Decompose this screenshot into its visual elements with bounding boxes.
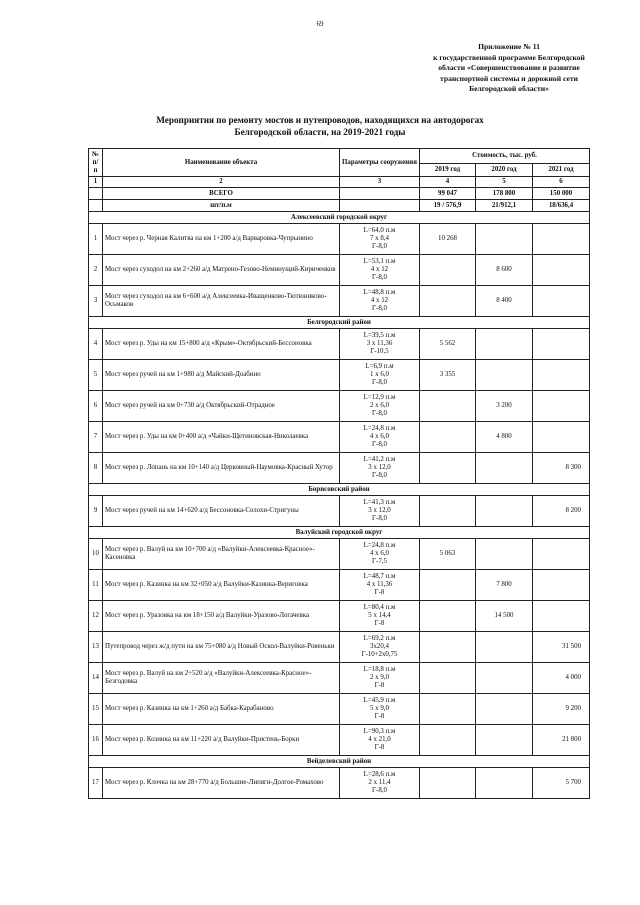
structure-params xyxy=(340,453,420,484)
header-2021: 2021 год xyxy=(533,164,590,177)
param-line: 5 х 14,4 xyxy=(368,612,391,619)
table-row xyxy=(89,360,590,391)
units-2019: 19 / 576,9 xyxy=(420,200,476,212)
cost-2020: 4 800 xyxy=(476,422,533,453)
param-line: L=24,8 п.м xyxy=(363,542,396,549)
col-number: 5 xyxy=(476,177,533,188)
appendix-line: к государственной программе Белгородской xyxy=(433,52,585,62)
district-name: Валуйский городской округ xyxy=(89,527,590,539)
total-2021: 150 000 xyxy=(533,188,590,200)
structure-params xyxy=(340,329,420,360)
row-number: 6 xyxy=(89,391,103,422)
param-line: L=80,4 п.м xyxy=(363,604,396,611)
table-row xyxy=(89,422,590,453)
param-line: L=90,3 п.м xyxy=(363,728,396,735)
param-line: L=24,8 п.м xyxy=(363,425,396,432)
table-row xyxy=(89,286,590,317)
cost-2021: 21 800 xyxy=(533,725,590,756)
param-line: Г-8,0 xyxy=(372,274,387,281)
param-line: Г-10+2х0,75 xyxy=(361,651,398,658)
structure-params xyxy=(340,224,420,255)
cost-2020 xyxy=(476,496,533,527)
param-line: 2 х 9,0 xyxy=(370,674,389,681)
param-line: Г-8,0 xyxy=(372,472,387,479)
object-name: Мост через суходол на км 6+600 а/д Алексеевка-Иващенково-Тютюниково-Осьмаков xyxy=(103,286,340,317)
row-number: 14 xyxy=(89,663,103,694)
table-row xyxy=(89,601,590,632)
param-line: L=45,9 п.м xyxy=(363,697,396,704)
cost-2020: 8 600 xyxy=(476,255,533,286)
table-row xyxy=(89,391,590,422)
cost-2020 xyxy=(476,224,533,255)
cost-2020: 3 200 xyxy=(476,391,533,422)
param-line: Г-8 xyxy=(374,713,385,720)
header-num: № п/п xyxy=(89,149,103,177)
param-line: 4 х 6,0 xyxy=(370,433,389,440)
table-row xyxy=(89,255,590,286)
cost-2021: 4 000 xyxy=(533,663,590,694)
cost-2020 xyxy=(476,360,533,391)
cost-2020 xyxy=(476,725,533,756)
structure-params xyxy=(340,601,420,632)
cost-2019 xyxy=(420,286,476,317)
table-row xyxy=(89,453,590,484)
cost-2021 xyxy=(533,391,590,422)
cost-2019 xyxy=(420,496,476,527)
cost-2019 xyxy=(420,453,476,484)
param-line: L=64,0 п.м xyxy=(363,227,396,234)
row-number: 4 xyxy=(89,329,103,360)
table-row xyxy=(89,329,590,360)
page-number: 69 xyxy=(316,20,324,28)
header-name: Наименование объекта xyxy=(103,149,340,177)
param-line: 4 х 6,0 xyxy=(370,550,389,557)
cost-2019 xyxy=(420,725,476,756)
row-number: 16 xyxy=(89,725,103,756)
district-name: Вейделевский район xyxy=(89,756,590,768)
structure-params xyxy=(340,768,420,799)
header-params: Параметры сооружения xyxy=(340,149,420,177)
table-row xyxy=(89,663,590,694)
cost-2019 xyxy=(420,570,476,601)
param-line: Г-7,5 xyxy=(372,558,387,565)
units-2021: 18/636,4 xyxy=(533,200,590,212)
param-line: 4 х 12 xyxy=(370,297,389,304)
district-row xyxy=(89,527,590,539)
param-line: L=6,9 п.м xyxy=(365,363,394,370)
cost-2019 xyxy=(420,391,476,422)
cost-2019 xyxy=(420,694,476,725)
param-line: 4 х 21,0 xyxy=(368,736,391,743)
object-name: Мост через р. Казинка на км 1+260 а/д Бабка-Карабаново xyxy=(103,694,340,725)
cost-2020: 7 800 xyxy=(476,570,533,601)
cost-2019 xyxy=(420,422,476,453)
object-name: Мост через ручей на км 1+980 а/д Майский-Доабино xyxy=(103,360,340,391)
table-row xyxy=(89,632,590,663)
structure-params xyxy=(340,391,420,422)
cost-2021 xyxy=(533,360,590,391)
cost-2020 xyxy=(476,632,533,663)
cost-2021 xyxy=(533,539,590,570)
param-line: L=41,3 п.м xyxy=(363,499,396,506)
cost-2020: 8 400 xyxy=(476,286,533,317)
table-row xyxy=(89,539,590,570)
col-number: 6 xyxy=(533,177,590,188)
row-number: 9 xyxy=(89,496,103,527)
district-name: Алексеевский городской округ xyxy=(89,212,590,224)
total-label: ВСЕГО xyxy=(103,188,340,200)
param-line: L=12,9 п.м xyxy=(363,394,396,401)
object-name: Путепровод через ж/д пути на км 75+080 а/д Новый Оскол-Валуйки-Ровеньки xyxy=(103,632,340,663)
object-name: Мост через р. Уды на км 15+800 а/д «Крым»-Октябрьский-Бессоновка xyxy=(103,329,340,360)
param-line: Г-8,0 xyxy=(372,379,387,386)
cost-2020: 14 500 xyxy=(476,601,533,632)
title-line-1: Мероприятия по ремонту мостов и путепроводов, находящихся на автодорогах xyxy=(156,115,484,125)
cost-2021 xyxy=(533,329,590,360)
document-title xyxy=(150,114,490,138)
param-line: L=48,7 п.м xyxy=(363,573,396,580)
cost-2020 xyxy=(476,539,533,570)
bridges-repair-table xyxy=(88,148,590,799)
col-number: 1 xyxy=(89,177,103,188)
param-line: Г-10,5 xyxy=(370,348,389,355)
header-2020: 2020 год xyxy=(476,164,533,177)
param-line: 4 х 12 xyxy=(370,266,389,273)
cost-2021: 8 200 xyxy=(533,496,590,527)
param-line: 7 х 8,4 xyxy=(370,235,389,242)
row-number: 2 xyxy=(89,255,103,286)
param-line: 4 х 11,36 xyxy=(366,581,393,588)
structure-params xyxy=(340,286,420,317)
total-2020: 178 800 xyxy=(476,188,533,200)
appendix-line: Приложение № 11 xyxy=(478,42,540,51)
structure-params xyxy=(340,632,420,663)
param-line: 3х20,4 xyxy=(370,643,389,650)
title-line-2: Белгородской области, на 2019-2021 годы xyxy=(234,127,406,137)
col-number: 4 xyxy=(420,177,476,188)
param-line: Г-8 xyxy=(374,744,385,751)
district-name: Белгородский район xyxy=(89,317,590,329)
units-label: шт/п.м xyxy=(103,200,340,212)
col-number: 3 xyxy=(340,177,420,188)
row-number: 13 xyxy=(89,632,103,663)
structure-params xyxy=(340,539,420,570)
cost-2021: 8 300 xyxy=(533,453,590,484)
cost-2021 xyxy=(533,286,590,317)
structure-params xyxy=(340,496,420,527)
cost-2021: 5 700 xyxy=(533,768,590,799)
param-line: L=28,6 п.м xyxy=(363,771,396,778)
appendix-line: области «Совершенствование и развитие xyxy=(438,63,580,72)
object-name: Мост через р. Казинка на км 32+050 а/д Валуйки-Казинка-Вериговка xyxy=(103,570,340,601)
param-line: Г-8,0 xyxy=(372,410,387,417)
row-number: 5 xyxy=(89,360,103,391)
row-number: 8 xyxy=(89,453,103,484)
cost-2021: 31 500 xyxy=(533,632,590,663)
row-number: 15 xyxy=(89,694,103,725)
object-name: Мост через р. Клочка на км 28+770 а/д Большие-Липяги-Долгое-Ромахово xyxy=(103,768,340,799)
structure-params xyxy=(340,725,420,756)
col-number: 2 xyxy=(103,177,340,188)
structure-params xyxy=(340,255,420,286)
param-line: 1 х 6,0 xyxy=(370,371,389,378)
object-name: Мост через ручей на км 14+620 а/д Бессоновка-Солохи-Стригуны xyxy=(103,496,340,527)
table-row xyxy=(89,570,590,601)
cost-2020 xyxy=(476,768,533,799)
header-cost: Стоимость, тыс. руб. xyxy=(420,149,590,164)
row-number: 1 xyxy=(89,224,103,255)
cost-2021 xyxy=(533,224,590,255)
district-row xyxy=(89,756,590,768)
param-line: Г-8 xyxy=(374,589,385,596)
cost-2020 xyxy=(476,453,533,484)
param-line: 2 х 11,4 xyxy=(368,779,391,786)
header-2019: 2019 год xyxy=(420,164,476,177)
structure-params xyxy=(340,663,420,694)
param-line: 3 х 12,0 xyxy=(368,464,391,471)
structure-params xyxy=(340,694,420,725)
structure-params xyxy=(340,570,420,601)
appendix-heading xyxy=(396,42,622,95)
row-number: 17 xyxy=(89,768,103,799)
table-row xyxy=(89,496,590,527)
param-line: Г-8,0 xyxy=(372,787,387,794)
cost-2021 xyxy=(533,255,590,286)
cost-2020 xyxy=(476,329,533,360)
param-line: L=41,2 п.м xyxy=(363,456,396,463)
object-name: Мост через суходол на км 2+260 а/д Матрено-Гезово-Неминущий-Кириченков xyxy=(103,255,340,286)
cost-2019: 5 562 xyxy=(420,329,476,360)
param-line: Г-8,0 xyxy=(372,243,387,250)
cost-2019: 3 355 xyxy=(420,360,476,391)
units-2020: 21/912,1 xyxy=(476,200,533,212)
cost-2019: 5 063 xyxy=(420,539,476,570)
param-line: 2 х 6,0 xyxy=(370,402,389,409)
district-name: Борисовский район xyxy=(89,484,590,496)
param-line: Г-8,0 xyxy=(372,305,387,312)
column-numbers-row xyxy=(89,177,590,188)
cost-2019 xyxy=(420,768,476,799)
cost-2019 xyxy=(420,663,476,694)
cost-2020 xyxy=(476,663,533,694)
total-2019: 99 047 xyxy=(420,188,476,200)
cost-2021 xyxy=(533,601,590,632)
row-number: 10 xyxy=(89,539,103,570)
object-name: Мост через р. Валуй на км 10+700 а/д «Валуйки-Алексеевка-Красное»-Касеновка xyxy=(103,539,340,570)
object-name: Мост через ручей на км 0+730 а/д Октябрьский-Отрадное xyxy=(103,391,340,422)
district-row xyxy=(89,212,590,224)
total-row xyxy=(89,188,590,200)
cost-2021: 9 200 xyxy=(533,694,590,725)
param-line: Г-8 xyxy=(374,620,385,627)
cost-2021 xyxy=(533,422,590,453)
param-line: L=39,5 п.м xyxy=(363,332,396,339)
param-line: Г-8 xyxy=(374,682,385,689)
cost-2021 xyxy=(533,570,590,601)
table-row xyxy=(89,725,590,756)
param-line: 3 х 12,0 xyxy=(368,507,391,514)
appendix-line: Белгородской области» xyxy=(469,84,549,93)
object-name: Мост через р. Валуй на км 2+520 а/д «Валуйки-Алексеевка-Красное»-Безгодовка xyxy=(103,663,340,694)
structure-params xyxy=(340,422,420,453)
param-line: L=53,1 п.м xyxy=(363,258,396,265)
row-number: 7 xyxy=(89,422,103,453)
cost-2020 xyxy=(476,694,533,725)
structure-params xyxy=(340,360,420,391)
param-line: L=18,8 п.м xyxy=(363,666,396,673)
cost-2019 xyxy=(420,632,476,663)
cost-2019: 10 268 xyxy=(420,224,476,255)
param-line: Г-8,0 xyxy=(372,441,387,448)
table-row xyxy=(89,224,590,255)
row-number: 11 xyxy=(89,570,103,601)
object-name: Мост через р. Уды на км 0+400 а/д «Чайки-Щетиновская-Николаевка xyxy=(103,422,340,453)
row-number: 3 xyxy=(89,286,103,317)
header-row xyxy=(89,149,590,164)
param-line: 3 х 11,36 xyxy=(366,340,393,347)
district-row xyxy=(89,484,590,496)
object-name: Мост через р. Козинка на км 11+220 а/д Валуйки-Пристень-Борки xyxy=(103,725,340,756)
object-name: Мост через р. Черная Калитва на км 1+200 а/д Варваровка-Чупрынино xyxy=(103,224,340,255)
table-row xyxy=(89,694,590,725)
param-line: Г-8,0 xyxy=(372,515,387,522)
object-name: Мост через р. Лопань на км 10+140 а/д Церковный-Наумовка-Красный Хутор xyxy=(103,453,340,484)
district-row xyxy=(89,317,590,329)
param-line: L=48,8 п.м xyxy=(363,289,396,296)
cost-2019 xyxy=(420,601,476,632)
object-name: Мост через р. Уразовка на км 18+150 а/д Валуйки-Уразово-Логачевка xyxy=(103,601,340,632)
param-line: 5 х 9,0 xyxy=(370,705,389,712)
row-number: 12 xyxy=(89,601,103,632)
table-row xyxy=(89,768,590,799)
cost-2019 xyxy=(420,255,476,286)
param-line: L=69,2 п.м xyxy=(363,635,396,642)
appendix-line: транспортной системы и дорожной сети xyxy=(440,73,578,83)
units-row xyxy=(89,200,590,212)
